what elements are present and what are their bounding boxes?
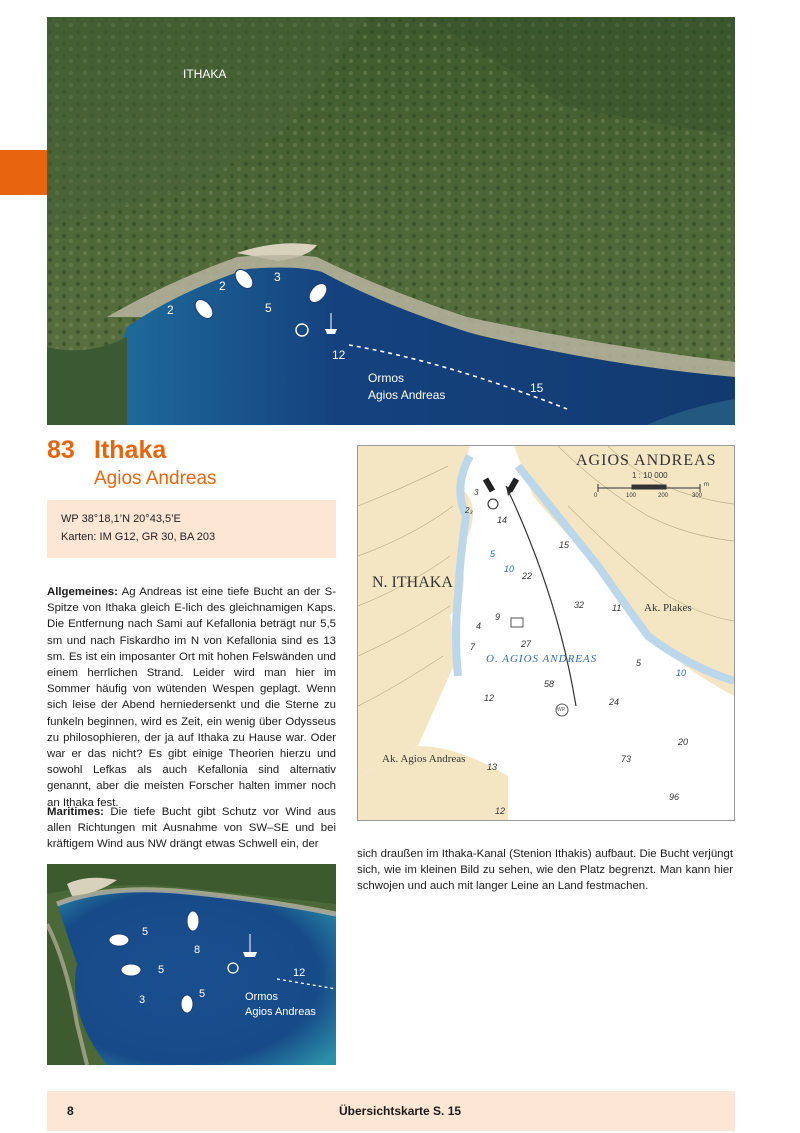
- sounding: 4: [476, 621, 482, 631]
- sounding: 24: [609, 697, 620, 707]
- sounding: 15: [559, 540, 570, 550]
- sounding: 9: [495, 612, 501, 622]
- aerial-photo-bottom-image: [47, 864, 336, 1065]
- scale-tick: 300: [692, 493, 703, 499]
- depth-label: 5: [158, 964, 165, 976]
- sounding: 5: [490, 549, 496, 559]
- page-number: 8: [67, 1104, 74, 1118]
- sounding: 22: [522, 571, 533, 581]
- sounding: 27: [521, 639, 532, 649]
- island-label: N. ITHAKA: [372, 574, 453, 591]
- sounding: 32: [574, 600, 585, 610]
- chart-title: AGIOS ANDREAS: [576, 452, 717, 469]
- depth-label: 5: [199, 988, 206, 1000]
- bay-name-line2: Agios Andreas: [368, 388, 446, 402]
- maritime-paragraph: [47, 804, 336, 853]
- page-title: Ithaka: [94, 436, 167, 464]
- sounding: 20: [678, 737, 689, 747]
- bay-name-line2: Agios Andreas: [245, 1006, 316, 1018]
- depth-label: 3: [139, 994, 146, 1006]
- aerial-photo-top: [47, 17, 735, 425]
- charts-text: Karten: IM G12, GR 30, BA 203: [61, 531, 216, 543]
- info-box: [47, 500, 336, 558]
- entry-number: 83: [47, 436, 75, 464]
- sounding: 5: [636, 658, 642, 668]
- sounding: 10: [504, 564, 515, 574]
- cape-west-label: Ak. Agios Andreas: [382, 753, 466, 765]
- sounding: 73: [621, 754, 632, 764]
- scale-tick: 200: [658, 493, 669, 499]
- waypoint-symbol-label: WP: [557, 707, 566, 713]
- depth-label: 5: [142, 926, 149, 938]
- overview-map-link[interactable]: Übersichtskarte S. 15: [339, 1104, 462, 1118]
- scale-tick: 0: [594, 493, 598, 499]
- continued-paragraph: sich draußen im Ithaka-Kanal (Stenion Ithakis) aufbaut. Die Bucht verjüngt sich, wie im kleinen Bild zu sehen, wie den Platz begrenzt. Man kann hier schwojen und auch mit langer Leine an Land festmachen.: [357, 848, 733, 893]
- general-text: Ag Andreas ist eine tiefe Bucht an der S-Spitze von Ithaka gleich E-lich des gleichnamigen Kaps. Die Entfernung nach Sami auf Kefallonia beträgt nur 5,5 sm und nach Fiskardho im N von Kefallonia sind es 13 sm. Es ist ein imposanter Ort mit hohen Felswänden und einem herrlichen Strand. Leider wird man hier im Sommer häufig von wütenden Wespen geplagt. Wenn sich leise der Abend herniedersenkt und die Sterne zu funkeln beginnen, wird es Zeit, ein wenig über Odysseus zu philosophieren, der ja auf Ithaka zu Hause war. Oder war er das nicht? Es gibt einige Theorien hierzu und sowohl Lefkas als auch Kefallonia sind alternativ genannt, aber die meisten Forscher halten immer noch an Ithaka fest.: [47, 586, 336, 809]
- nautical-chart: [357, 445, 735, 821]
- sounding: 2₃: [465, 506, 473, 515]
- bay-name-line1: Ormos: [368, 371, 404, 385]
- bay-name-line1: Ormos: [245, 991, 278, 1003]
- depth-label: 12: [332, 348, 346, 362]
- waypoint-text: WP 38°18,1’N 20°43,5’E: [61, 513, 181, 525]
- bay-label: O. AGIOS ANDREAS: [486, 653, 598, 665]
- depth-label: 2: [167, 303, 174, 317]
- chapter-tab: [0, 150, 47, 195]
- sounding: 10: [676, 668, 687, 678]
- sounding: 12: [495, 806, 506, 816]
- sounding: 12: [484, 693, 495, 703]
- depth-label: 8: [194, 944, 201, 956]
- aerial-photo-bottom: [47, 864, 336, 1065]
- sounding: 14: [497, 515, 508, 525]
- sounding: 11: [612, 603, 622, 613]
- general-label: Allgemeines:: [47, 586, 118, 598]
- sounding: 58: [544, 679, 555, 689]
- chart-scale: 1 : 10 000: [632, 471, 668, 480]
- sailboat-icon: [325, 329, 337, 334]
- depth-label: 2: [219, 279, 226, 293]
- depth-label: 15: [530, 381, 544, 395]
- sounding: 3: [474, 488, 479, 497]
- sounding: 7: [470, 642, 476, 652]
- cape-east-label: Ak. Plakes: [644, 602, 692, 614]
- footer-bar: [47, 1091, 735, 1131]
- depth-label: 3: [274, 270, 281, 284]
- sounding: 96: [669, 792, 680, 802]
- island-label: ITHAKA: [183, 67, 227, 81]
- depth-label: 5: [265, 301, 272, 315]
- general-paragraph: [47, 584, 336, 811]
- aerial-photo-top-image: [47, 17, 735, 425]
- depth-label: 12: [293, 967, 306, 979]
- maritime-label: Maritimes:: [47, 806, 104, 818]
- maritime-text: Die tiefe Bucht gibt Schutz vor Wind aus allen Richtungen mit Ausnahme von SW–SE und bei kräftigem Wind aus NW drängt etwas Schwell ein, der: [47, 806, 336, 851]
- scale-unit: m: [704, 482, 709, 488]
- scale-tick: 100: [626, 493, 637, 499]
- sounding: 13: [487, 762, 498, 772]
- page-subtitle: Agios Andreas: [94, 468, 217, 489]
